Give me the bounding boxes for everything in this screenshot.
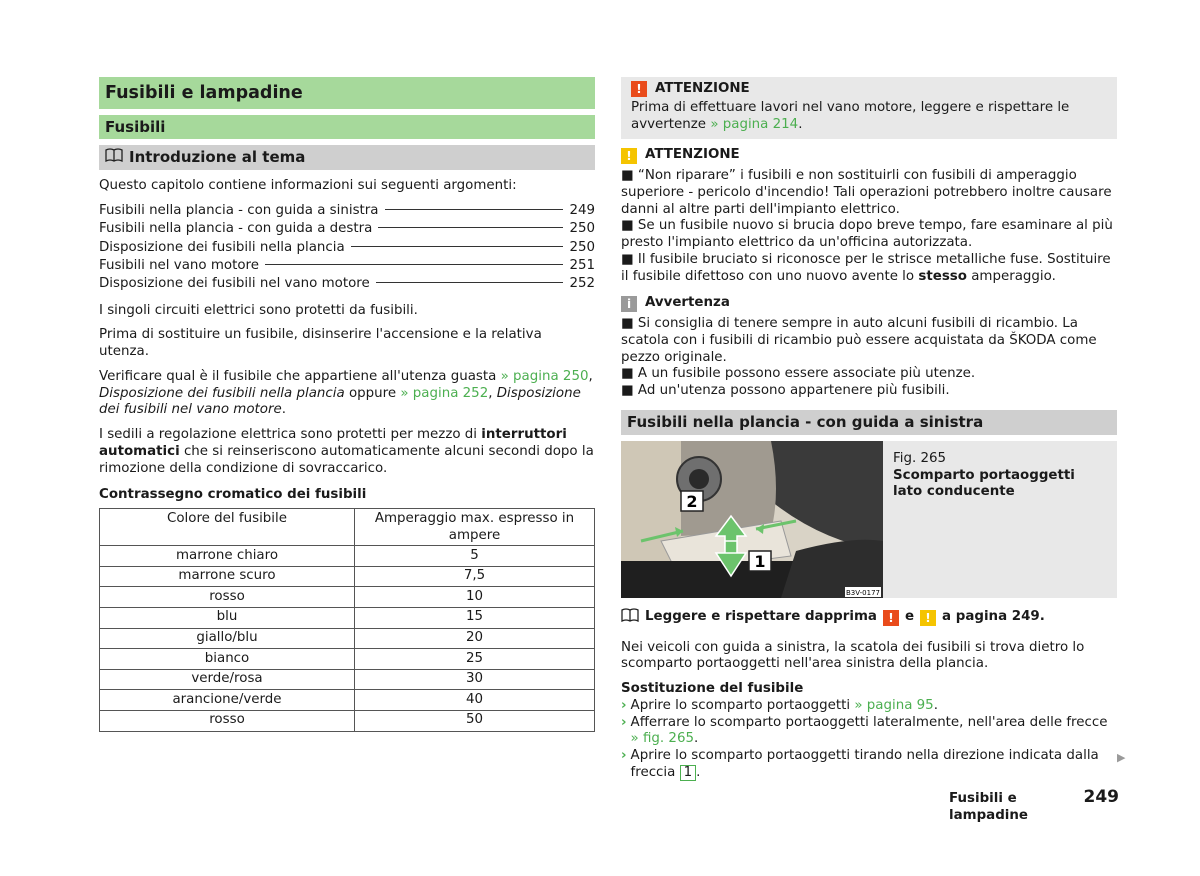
page-footer (949, 787, 1119, 825)
table-header: Amperaggio max. espresso in ampere (355, 509, 595, 546)
warning-icon: ! (631, 81, 647, 97)
step-item: › Afferrare lo scomparto portaoggetti lateralmente, nell'area delle frecce » fig. 265. (621, 714, 1108, 747)
table-row: rosso 50 (100, 710, 595, 731)
caution-icon: ! (621, 148, 637, 164)
figure-caption: Fig. 265 Scomparto portaoggetti lato conducente (893, 450, 1075, 500)
figure-image (621, 441, 883, 598)
chapter-title: Fusibili e lampadine (99, 77, 595, 109)
table-row: blu 15 (100, 607, 595, 628)
section-heading: Fusibili nella plancia - con guida a sinistra (621, 410, 1117, 435)
table-row: verde/rosa 30 (100, 669, 595, 690)
table-header: Colore del fusibile (100, 509, 355, 546)
body-text: Nei veicoli con guida a sinistra, la scatola dei fusibili si trova dietro lo scomparto portaoggetti nell'area sinistra della plancia. (621, 639, 1085, 672)
table-title: Contrassegno cromatico dei fusibili (99, 487, 367, 503)
paragraph: I sedili a regolazione elettrica sono protetti per mezzo di interruttori automatici che si reinseriscono automaticamente alcuni secondi dopo la rimozione della condizione di sovraccarico. (99, 427, 594, 476)
page-link[interactable]: » pagina 214 (710, 116, 799, 132)
read-first-line: Leggere e rispettare dapprima ! e ! a pagina 249. (621, 608, 1117, 628)
figure-label-1: 1 (754, 551, 766, 571)
table-row: rosso 10 (100, 587, 595, 608)
step-item: › Aprire lo scomparto portaoggetti » pagina 95. (621, 697, 938, 713)
list-item: ■ A un fusibile possono essere associate più utenze. (621, 366, 976, 382)
right-column (621, 77, 1117, 782)
step-item: › Aprire lo scomparto portaoggetti tirando nella direzione indicata dalla freccia 1 . (621, 748, 1099, 780)
book-icon (105, 145, 123, 170)
toc-list (99, 203, 595, 295)
caution-box: ! ATTENZIONE ■ “Non riparare” i fusibili e non sostituirli con fusibili di amperaggio superiore - pericolo d'incendio! Tali operazioni potrebbero inoltre causare danni al altre parti dell'impianto elettrico. ■ Se un fusibile nuovo si brucia dopo breve tempo, fare esaminare al più presto l'impianto elettrico da un'officina autorizzata. ■ Il fusibile bruciato si riconosce per le strisce metalliche fuse. Sostituire il fusibile difettoso con uno nuovo avente lo stesso amperaggio. (621, 147, 1117, 285)
fuse-color-table (99, 508, 595, 731)
footer-title: Fusibili e lampadine (949, 791, 1028, 823)
list-item: ■ Il fusibile bruciato si riconosce per le strisce metalliche fuse. Sostituire il fusibile difettoso con uno nuovo avente lo stesso amperaggio. (621, 251, 1111, 284)
page-link[interactable]: » pagina 250 (500, 368, 589, 384)
caution-icon: ! (920, 610, 936, 626)
section-title: Fusibili (99, 115, 595, 139)
intro-heading (99, 145, 595, 170)
toc-item[interactable]: Fusibili nella plancia - con guida a sinistra 249 (99, 202, 595, 218)
page-link[interactable]: » pagina 95 (854, 697, 934, 713)
figure-label-2: 2 (686, 491, 698, 511)
table-row: giallo/blu 20 (100, 628, 595, 649)
left-column (99, 77, 595, 732)
intro-heading-label: Introduzione al tema (129, 148, 306, 166)
warning-icon: ! (883, 610, 899, 626)
list-item: ■ Ad un'utenza possono appartenere più fusibili. (621, 383, 950, 398)
toc-item[interactable]: Fusibili nella plancia - con guida a destra 250 (99, 221, 595, 237)
paragraph: Verificare qual è il fusibile che appartiene all'utenza guasta » pagina 250, Disposizione dei fusibili nella plancia oppure » pagina 252, Disposizione dei fusibili nel vano motore. (99, 368, 593, 418)
note-box: i Avvertenza ■ Si consiglia di tenere sempre in auto alcuni fusibili di ricambio. La scatola con i fusibili di ricambio può essere acquistata da ŠKODA come pezzo originale. ■ A un fusibile possono essere associate più utenze. ■ Ad un'utenza possono appartenere più fusibili. (621, 295, 1117, 400)
list-item: ■ Si consiglia di tenere sempre in auto alcuni fusibili di ricambio. La scatola con i fusibili di ricambio può essere acquistata da ŠKODA come pezzo originale. (621, 316, 1097, 365)
list-item: ■ Se un fusibile nuovo si brucia dopo breve tempo, fare esaminare al più presto l'impianto elettrico da un'officina autorizzata. (621, 218, 1113, 250)
chevron-right-icon: › (621, 714, 627, 730)
warning-box: ! ATTENZIONE Prima di effettuare lavori nel vano motore, leggere e rispettare le avvertenze » pagina 214. (621, 77, 1117, 139)
table-row: marrone scuro 7,5 (100, 566, 595, 587)
paragraph: I singoli circuiti elettrici sono protetti da fusibili. (99, 302, 418, 318)
figure-link[interactable]: » fig. 265 (630, 731, 694, 747)
chevron-right-icon: › (621, 748, 627, 763)
figure (621, 441, 1117, 598)
paragraph: Prima di sostituire un fusibile, disinserire l'accensione e la relativa utenza. (99, 327, 542, 360)
table-row: arancione/verde 40 (100, 690, 595, 711)
chevron-right-icon: › (621, 697, 627, 713)
toc-item[interactable]: Disposizione dei fusibili nel vano motore 252 (99, 276, 595, 292)
page-link[interactable]: » pagina 252 (400, 385, 489, 401)
arrow-number: 1 (680, 765, 697, 781)
toc-item[interactable]: Fusibili nel vano motore 251 (99, 257, 595, 273)
list-item: ■ “Non riparare” i fusibili e non sostituirli con fusibili di amperaggio superiore - pericolo d'incendio! Tali operazioni potrebbero inoltre causare danni al altre parti dell'impianto elettrico. (621, 168, 1112, 217)
page-number: 249 (1083, 787, 1119, 807)
figure-code: B3V-0177 (846, 588, 880, 597)
info-icon: i (621, 296, 637, 312)
intro-text: Questo capitolo contiene informazioni sui seguenti argomenti: (99, 178, 517, 193)
book-icon (621, 608, 639, 628)
subheading: Sostituzione del fusibile (621, 681, 804, 696)
table-row: marrone chiaro 5 (100, 546, 595, 567)
table-row: bianco 25 (100, 649, 595, 670)
continue-arrow-icon: ▶ (1117, 751, 1126, 764)
toc-item[interactable]: Disposizione dei fusibili nella plancia 250 (99, 239, 595, 255)
